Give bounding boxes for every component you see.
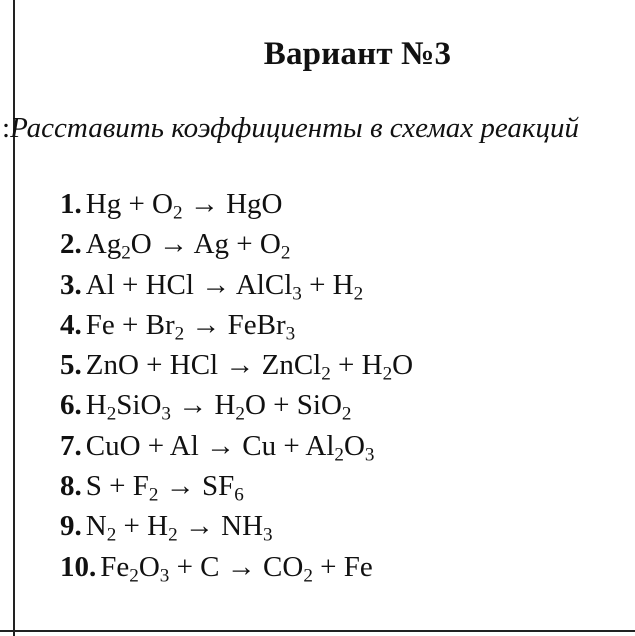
reaction-item xyxy=(60,224,413,264)
reaction-formula: $N_2 + H_2 \to NH_3$ xyxy=(85,510,273,547)
reaction-item xyxy=(60,345,413,385)
reaction-item xyxy=(60,265,413,305)
reaction-formula: $Ag_2O \to Ag + O_2$ xyxy=(85,228,291,265)
reaction-list xyxy=(60,184,413,587)
reaction-item xyxy=(60,547,413,587)
variant-title: Вариант №3 xyxy=(263,36,452,72)
task-instruction xyxy=(2,112,579,145)
reaction-number: 5. xyxy=(60,349,82,382)
reaction-formula: $Hg + O_2$ → HgO xyxy=(85,188,283,224)
reaction-formula: CuO + $Al \to Cu + Al_2O_3$ xyxy=(85,429,375,466)
reaction-formula: $S + F_2 \to SF_6$ xyxy=(85,470,244,506)
reaction-number: 6. xyxy=(60,389,82,422)
reaction-number: 7. xyxy=(60,429,82,462)
reaction-item xyxy=(60,426,413,466)
reaction-number: 8. xyxy=(60,470,82,503)
reaction-formula: ZnO + HCl → ZnCl$_2$ + $H_2O$ xyxy=(85,349,414,385)
table-border-bottom xyxy=(0,630,635,632)
reaction-item xyxy=(60,466,413,506)
reaction-item xyxy=(60,184,413,224)
reaction-item xyxy=(60,305,413,345)
reaction-item xyxy=(60,385,413,425)
reaction-number: 9. xyxy=(60,510,82,543)
reaction-number: 3. xyxy=(60,268,82,301)
reaction-item xyxy=(60,506,413,546)
reaction-number: 1. xyxy=(60,188,82,220)
reaction-formula: $Fe_2O_3 + C \to CO_2 + Fe$ xyxy=(100,550,373,587)
table-border-left xyxy=(13,0,15,636)
reaction-formula: $H_2SiO_3 \to H_2O + SiO_2$ xyxy=(85,389,352,426)
reaction-formula: $Fe + Br_2$ → FeBr$_3$ xyxy=(85,308,296,345)
task-prefix: : xyxy=(2,112,11,144)
reaction-number: 4. xyxy=(60,308,82,341)
task-text: Расставить коэффициенты в схемах реакций xyxy=(10,112,579,144)
reaction-number: 2. xyxy=(60,228,82,261)
reaction-formula: Al + HCl → AlCl$_3$ + $H_2$ xyxy=(85,268,364,305)
reaction-number: 10. xyxy=(60,550,97,583)
